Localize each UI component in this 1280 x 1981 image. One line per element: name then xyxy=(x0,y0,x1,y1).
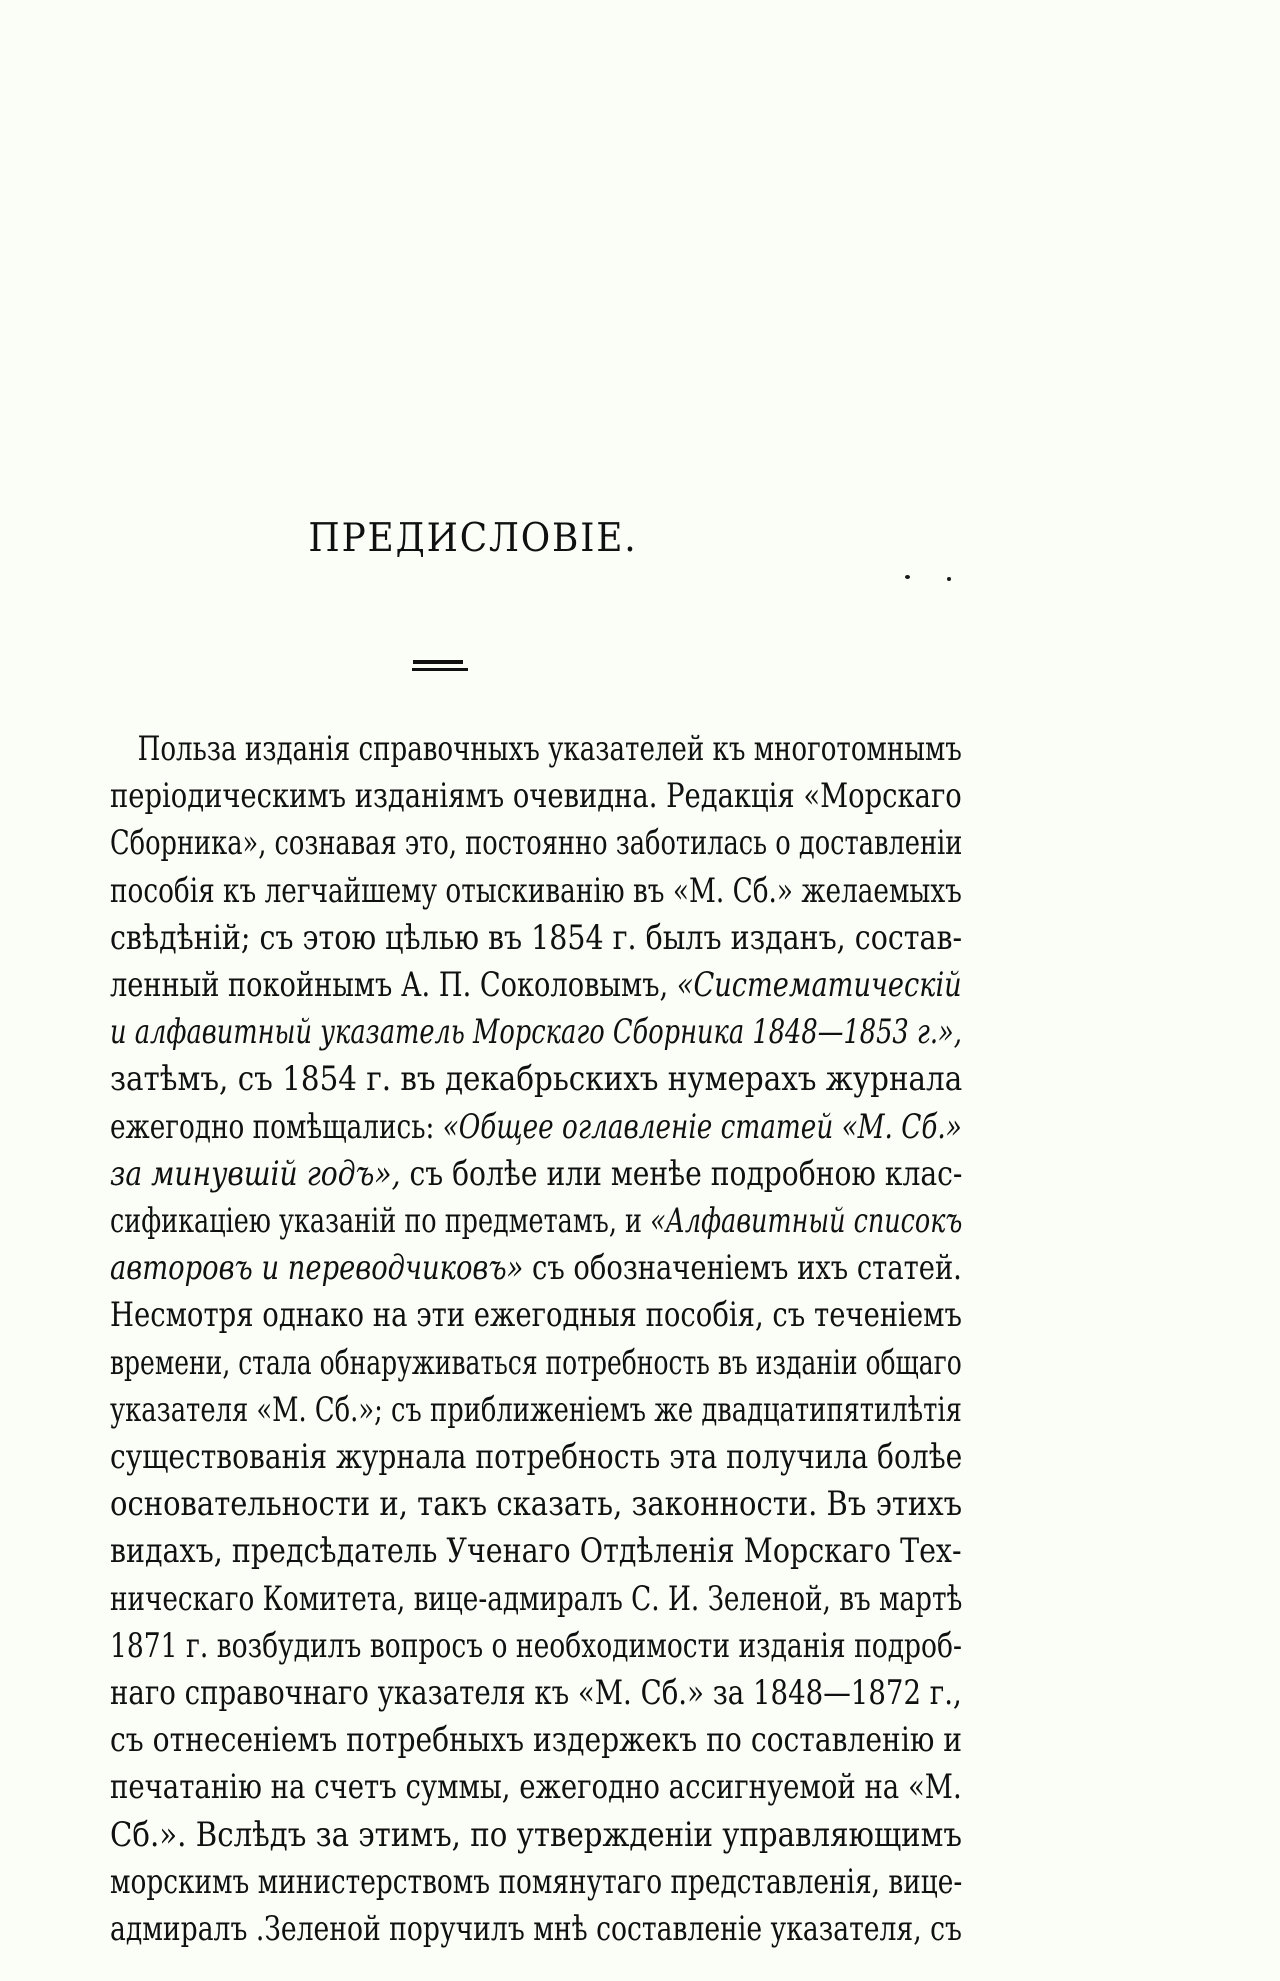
regular-text: затѣмъ, съ 1854 г. въ декабрьскихъ нумерахъ журнала xyxy=(110,1059,963,1100)
regular-text: ежегодно помѣщались: xyxy=(110,1106,443,1147)
divider-bottom-rule xyxy=(412,668,468,671)
text-line xyxy=(110,820,963,867)
regular-text: 1871 г. возбудилъ вопросъ о необходимости изданія подроб- xyxy=(110,1625,962,1666)
regular-text: сификаціею указаній по предметамъ, и xyxy=(110,1201,651,1242)
text-line xyxy=(110,1670,962,1717)
regular-text: ническаго Комитета, вице-адмиралъ С. И. Зеленой, въ мартѣ xyxy=(110,1578,963,1619)
text-line xyxy=(110,1245,962,1292)
scan-speck xyxy=(905,575,910,579)
divider-top-rule xyxy=(413,660,463,664)
regular-text: основательности и, такъ сказать, законности. Въ этихъ xyxy=(110,1484,963,1525)
text-line xyxy=(110,1340,962,1387)
regular-text: указателя «М. Сб.»; съ приближеніемъ же двадцатипятилѣтія xyxy=(110,1389,962,1430)
text-line xyxy=(110,1576,963,1623)
regular-text: Польза изданія справочныхъ указателей къ многотомнымъ xyxy=(137,729,962,769)
text-line xyxy=(110,915,963,962)
regular-text: видахъ, предсѣдатель Ученаго Отдѣленія Морскаго Тех- xyxy=(110,1531,962,1572)
text-line xyxy=(110,1387,962,1434)
regular-text: съ болѣе или менѣе подробною клас- xyxy=(400,1153,963,1194)
italic-text: и алфавитный указатель Морскаго Сборника 1848—1853 г.», xyxy=(110,1012,962,1053)
regular-text: Сб.». Вслѣдъ за этимъ, по утвержденіи управляющимъ xyxy=(110,1814,962,1855)
regular-text: Сборника», сознавая это, постоянно заботилась о доставленіи xyxy=(110,823,963,864)
text-line xyxy=(110,1292,963,1339)
italic-text: «Общее оглавленіе статей «М. Сб.» xyxy=(442,1106,962,1147)
text-line xyxy=(110,1528,962,1575)
text-line xyxy=(110,868,962,915)
body-text xyxy=(110,726,962,1953)
text-line xyxy=(110,1434,963,1481)
italic-text: «Систематическій xyxy=(676,965,962,1006)
text-line xyxy=(110,1812,962,1859)
regular-text: адмиралъ .Зеленой поручилъ мнѣ составленіе указателя, съ xyxy=(110,1909,962,1950)
regular-text: времени, стала обнаруживаться потребность въ изданіи общаго xyxy=(110,1342,962,1383)
italic-text: «Алфавитный списокъ xyxy=(650,1201,963,1242)
regular-text: существованія журнала потребность эта получила болѣе xyxy=(110,1437,963,1478)
regular-text: морскимъ министерствомъ помянутаго представленія, вице- xyxy=(110,1861,963,1902)
text-line xyxy=(110,1056,963,1103)
regular-text: ленный покойнымъ А. П. Соколовымъ, xyxy=(110,965,677,1006)
text-line xyxy=(110,726,962,773)
regular-text: Несмотря однако на эти ежегодныя пособія, съ теченіемъ xyxy=(110,1295,963,1336)
page-title: ПРЕДИСЛОВІЕ. xyxy=(308,516,638,561)
text-line xyxy=(110,1198,963,1245)
regular-text: съ обозначеніемъ ихъ статей. xyxy=(523,1248,962,1289)
regular-text: съ отнесеніемъ потребныхъ издержекъ по составленію и xyxy=(110,1720,963,1761)
text-line xyxy=(110,1906,962,1953)
text-line xyxy=(110,1104,962,1151)
scan-speck xyxy=(947,577,951,581)
regular-text: наго справочнаго указателя къ «М. Сб.» за 1848—1872 г., xyxy=(110,1673,962,1714)
regular-text: печатанію на счетъ суммы, ежегодно ассигнуемой на «М. xyxy=(110,1767,962,1808)
text-line xyxy=(110,1481,963,1528)
regular-text: свѣдѣній; съ этою цѣлью въ 1854 г. былъ изданъ, состав- xyxy=(110,917,963,958)
text-line xyxy=(110,773,962,820)
regular-text: періодическимъ изданіямъ очевидна. Редакція «Морскаго xyxy=(110,776,962,817)
italic-text: авторовъ и переводчиковъ» xyxy=(110,1248,524,1289)
section-divider xyxy=(412,660,468,674)
text-line xyxy=(110,1151,963,1198)
text-line xyxy=(110,1717,963,1764)
text-line xyxy=(110,1623,962,1670)
regular-text: пособія къ легчайшему отыскиванію въ «М. Сб.» желаемыхъ xyxy=(110,870,962,911)
text-line xyxy=(110,1009,962,1056)
italic-text: за минувшій годъ», xyxy=(110,1153,401,1194)
text-line xyxy=(110,1859,963,1906)
text-line xyxy=(110,1764,962,1811)
text-line xyxy=(110,962,962,1009)
